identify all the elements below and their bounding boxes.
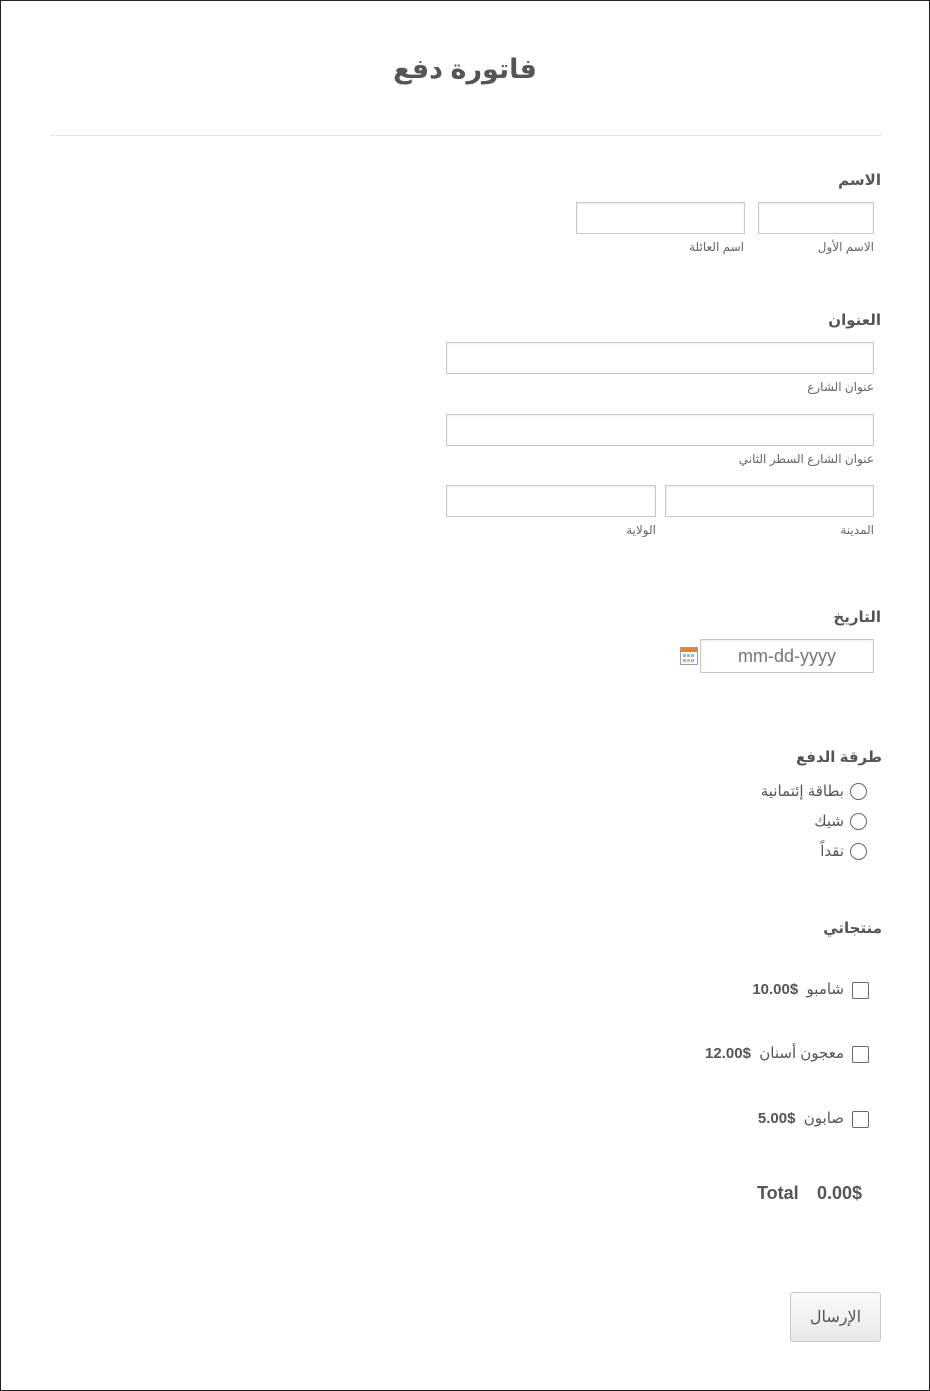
state-input[interactable] bbox=[446, 485, 656, 517]
payment-radio-credit-card[interactable] bbox=[850, 783, 867, 800]
payment-option-cash: نقداً bbox=[820, 843, 844, 860]
form-title: فاتورة دفع bbox=[393, 54, 537, 84]
product-price: $5.00 bbox=[757, 1110, 796, 1127]
address-label: العنوان bbox=[828, 312, 881, 329]
payment-method-label: طرقة الدفع bbox=[795, 749, 882, 766]
product-price: $10.00 bbox=[752, 981, 799, 998]
street-address-input[interactable] bbox=[446, 342, 874, 374]
product-toothpaste bbox=[705, 1044, 844, 1062]
products-label: منتجاتي bbox=[823, 920, 882, 937]
calendar-icon[interactable] bbox=[680, 647, 698, 665]
product-name: صابون bbox=[803, 1110, 844, 1127]
title-divider bbox=[50, 135, 882, 136]
total-value: 0.00$ bbox=[817, 1183, 863, 1203]
name-label: الاسم bbox=[838, 172, 881, 189]
street-address-line2-input[interactable] bbox=[446, 414, 874, 446]
first-name-input[interactable] bbox=[758, 202, 874, 234]
product-checkbox-shampoo[interactable] bbox=[852, 982, 869, 999]
city-sublabel: المدينة bbox=[840, 523, 874, 537]
payment-radio-cash[interactable] bbox=[850, 843, 867, 860]
street-address-line2-sublabel: عنوان الشارع السطر الثاني bbox=[738, 452, 874, 466]
product-shampoo bbox=[752, 980, 844, 998]
product-checkbox-toothpaste[interactable] bbox=[852, 1046, 869, 1063]
product-soap bbox=[758, 1109, 844, 1127]
street-address-sublabel: عنوان الشارع bbox=[807, 380, 874, 394]
date-input[interactable] bbox=[700, 639, 874, 673]
payment-option-check: شيك bbox=[814, 813, 844, 830]
payment-radio-check[interactable] bbox=[850, 813, 867, 830]
product-name: معجون أسنان bbox=[759, 1045, 844, 1062]
product-checkbox-soap[interactable] bbox=[852, 1111, 869, 1128]
product-price: $12.00 bbox=[705, 1045, 751, 1062]
state-sublabel: الولاية bbox=[626, 523, 656, 537]
city-input[interactable] bbox=[665, 485, 874, 517]
total-label: Total bbox=[757, 1183, 799, 1203]
date-label: التاريخ bbox=[833, 609, 881, 626]
last-name-input[interactable] bbox=[576, 202, 745, 234]
product-name: شامبو bbox=[806, 981, 844, 998]
last-name-sublabel: اسم العائلة bbox=[689, 240, 744, 254]
submit-button[interactable]: الإرسال bbox=[790, 1292, 881, 1342]
first-name-sublabel: الاسم الأول bbox=[817, 240, 874, 254]
payment-option-credit-card: بطاقة إئتمانية bbox=[760, 783, 844, 800]
